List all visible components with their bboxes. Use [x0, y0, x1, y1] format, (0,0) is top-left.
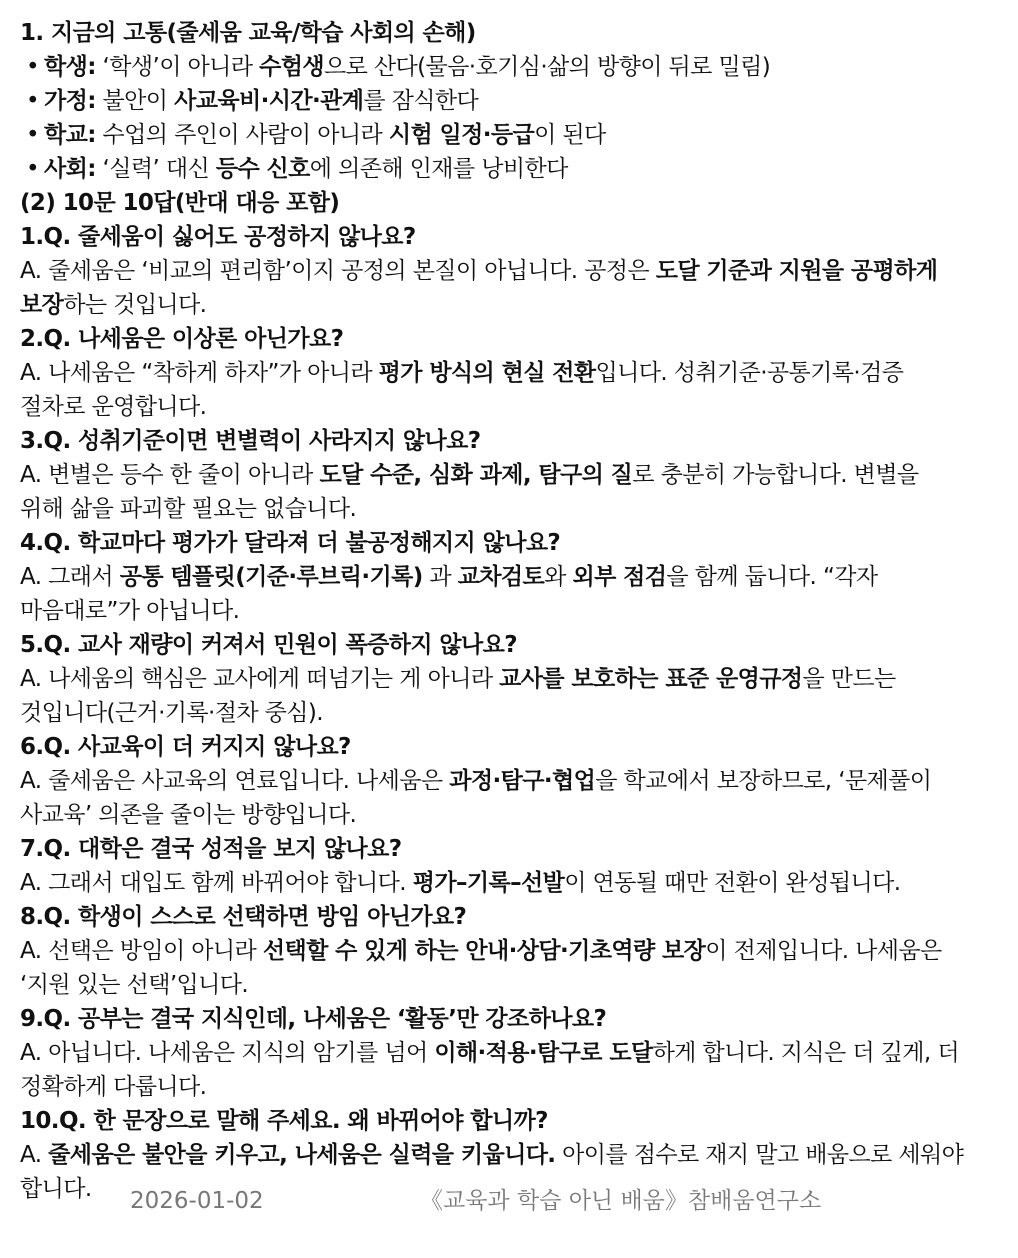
answer-4-line-2: 마음대로”가 아닙니다. — [20, 598, 240, 624]
bullet-student: • 학생: ‘학생’이 아니라 수험생으로 산다(물음·호기심·삶의 방향이 뒤로 밀림) — [26, 50, 1016, 84]
footer-date: 2026-01-02 — [130, 1188, 264, 1214]
answer-10-line-2: 합니다. — [20, 1176, 92, 1202]
answer-4-line-1: A. 그래서 공통 템플릿(기준·루브릭·기록) 과 교차검토와 외부 점검을 함께 둡니다. “각자 — [20, 564, 878, 590]
answer-5-line-1: A. 나세움의 핵심은 교사에게 떠넘기는 게 아니라 교사를 보호하는 표준 운영규정을 만드는 — [20, 666, 896, 692]
question-1: 1.Q. 줄세움이 싫어도 공정하지 않나요? — [20, 224, 416, 250]
answer-10-line-1: A. 줄세움은 불안을 키우고, 나세움은 실력을 키웁니다. 아이를 점수로 재지 말고 배움으로 세워야 — [20, 1142, 964, 1168]
section1-title: 1. 지금의 고통(줄세움 교육/학습 사회의 손해) — [20, 20, 476, 46]
answer-2-line-2: 절차로 운영합니다. — [20, 394, 207, 420]
bullet-dot: • — [26, 122, 39, 148]
footer-source: 《교육과 학습 아닌 배움》참배움연구소 — [420, 1188, 822, 1214]
answer-6-line-2: 사교육’ 의존을 줄이는 방향입니다. — [20, 802, 357, 828]
answer-2-line-1: A. 나세움은 “착하게 하자”가 아니라 평가 방식의 현실 전환입니다. 성취기준·공통기록·검증 — [20, 360, 904, 386]
answer-8-line-2: ‘지원 있는 선택’입니다. — [20, 972, 249, 998]
answer-7-line-1: A. 그래서 대입도 함께 바뀌어야 합니다. 평가–기록–선발이 연동될 때만 전환이 완성됩니다. — [20, 870, 901, 896]
answer-3-line-2: 위해 삶을 파괴할 필요는 없습니다. — [20, 496, 357, 522]
bullet-dot: • — [26, 88, 39, 114]
question-2: 2.Q. 나세움은 이상론 아닌가요? — [20, 326, 344, 352]
answer-9-line-2: 정확하게 다룹니다. — [20, 1074, 207, 1100]
answer-1-line-1: A. 줄세움은 ‘비교의 편리함’이지 공정의 본질이 아닙니다. 공정은 도달 기준과 지원을 공평하게 — [20, 258, 938, 284]
answer-5-line-2: 것입니다(근거·기록·절차 중심). — [20, 700, 324, 726]
section2-title: (2) 10문 10답(반대 대응 포함) — [20, 190, 340, 216]
question-7: 7.Q. 대학은 결국 성적을 보지 않나요? — [20, 836, 402, 862]
bullet-school: • 학교: 수업의 주인이 사람이 아니라 시험 일정·등급이 된다 — [26, 118, 1016, 152]
bullet-society: • 사회: ‘실력’ 대신 등수 신호에 의존해 인재를 낭비한다 — [26, 152, 1016, 186]
bullet-dot: • — [26, 54, 39, 80]
question-4: 4.Q. 학교마다 평가가 달라져 더 불공정해지지 않나요? — [20, 530, 561, 556]
question-5: 5.Q. 교사 재량이 커져서 민원이 폭증하지 않나요? — [20, 632, 517, 658]
question-9: 9.Q. 공부는 결국 지식인데, 나세움은 ‘활동’만 강조하나요? — [20, 1006, 607, 1032]
question-6: 6.Q. 사교육이 더 커지지 않나요? — [20, 734, 351, 760]
bullet-family: • 가정: 불안이 사교육비·시간·관계를 잠식한다 — [26, 84, 1016, 118]
answer-3-line-1: A. 변별은 등수 한 줄이 아니라 도달 수준, 심화 과제, 탐구의 질로 충분히 가능합니다. 변별을 — [20, 462, 919, 488]
bullet-dot: • — [26, 156, 39, 182]
answer-6-line-1: A. 줄세움은 사교육의 연료입니다. 나세움은 과정·탐구·협업을 학교에서 보장하므로, ‘문제풀이 — [20, 768, 932, 794]
question-3: 3.Q. 성취기준이면 변별력이 사라지지 않나요? — [20, 428, 481, 454]
question-8: 8.Q. 학생이 스스로 선택하면 방임 아닌가요? — [20, 904, 467, 930]
question-10: 10.Q. 한 문장으로 말해 주세요. 왜 바뀌어야 합니까? — [20, 1108, 548, 1134]
answer-9-line-1: A. 아닙니다. 나세움은 지식의 암기를 넘어 이해·적용·탐구로 도달하게 합니다. 지식은 더 깊게, 더 — [20, 1040, 959, 1066]
answer-8-line-1: A. 선택은 방임이 아니라 선택할 수 있게 하는 안내·상담·기초역량 보장이 전제입니다. 나세움은 — [20, 938, 942, 964]
answer-1-line-2: 보장하는 것입니다. — [20, 292, 207, 318]
